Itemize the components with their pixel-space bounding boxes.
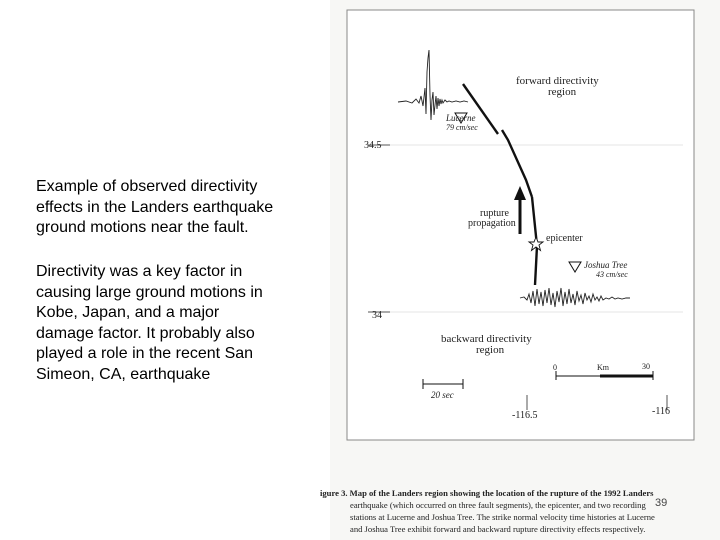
figure-caption-line2: earthquake (which occurred on three fault segments), the epicenter, and two recording xyxy=(350,500,646,510)
lucerne-velocity-label: 79 cm/sec xyxy=(446,123,478,132)
lat-label-34-5: 34.5 xyxy=(364,140,382,151)
importance-paragraph: Directivity was a key factor in causing large ground motions in Kobe, Japan, and a major damage factor. It probably also played a role in the recent San Simeon, CA, earthquake xyxy=(36,263,263,383)
lat-label-34: 34 xyxy=(372,310,382,321)
figure-caption-line4: and Joshua Tree exhibit forward and backward rupture directivity effects respectively. xyxy=(350,524,646,534)
distance-scale-zero: 0 xyxy=(553,363,557,372)
lucerne-station-label: Lucerne xyxy=(446,113,476,123)
backward-region-label-line1: backward directivity xyxy=(441,333,532,345)
distance-scale-unit: Km xyxy=(597,363,609,372)
time-scale-label: 20 sec xyxy=(431,390,454,400)
forward-region-label-line1: forward directivity xyxy=(516,75,599,87)
backward-region-label-line2: region xyxy=(476,344,505,356)
lon-label-116-5: -116.5 xyxy=(512,410,538,421)
figure-caption-line3: stations at Lucerne and Joshua Tree. The strike normal velocity time histories at Lucerne xyxy=(350,512,655,522)
rupture-label-line1: rupture xyxy=(480,208,509,219)
joshua-tree-velocity-label: 43 cm/sec xyxy=(596,270,628,279)
distance-scale-max: 30 xyxy=(642,362,650,371)
rupture-label-line2: propagation xyxy=(468,218,516,229)
directivity-importance-text xyxy=(36,262,316,385)
directivity-intro-text xyxy=(36,177,316,239)
figure-caption-line1: igure 3. Map of the Landers region showing the location of the rupture of the 1992 Landers xyxy=(320,488,654,498)
joshua-tree-station-label: Joshua Tree xyxy=(584,260,628,270)
lon-label-116: -116 xyxy=(652,406,670,417)
page-number: 39 xyxy=(655,497,668,509)
intro-paragraph: Example of observed directivity effects in the Landers earthquake ground motions near the fault. xyxy=(36,178,274,236)
epicenter-label: epicenter xyxy=(546,233,583,244)
landers-directivity-figure xyxy=(330,0,720,540)
forward-region-label-line2: region xyxy=(548,86,577,98)
